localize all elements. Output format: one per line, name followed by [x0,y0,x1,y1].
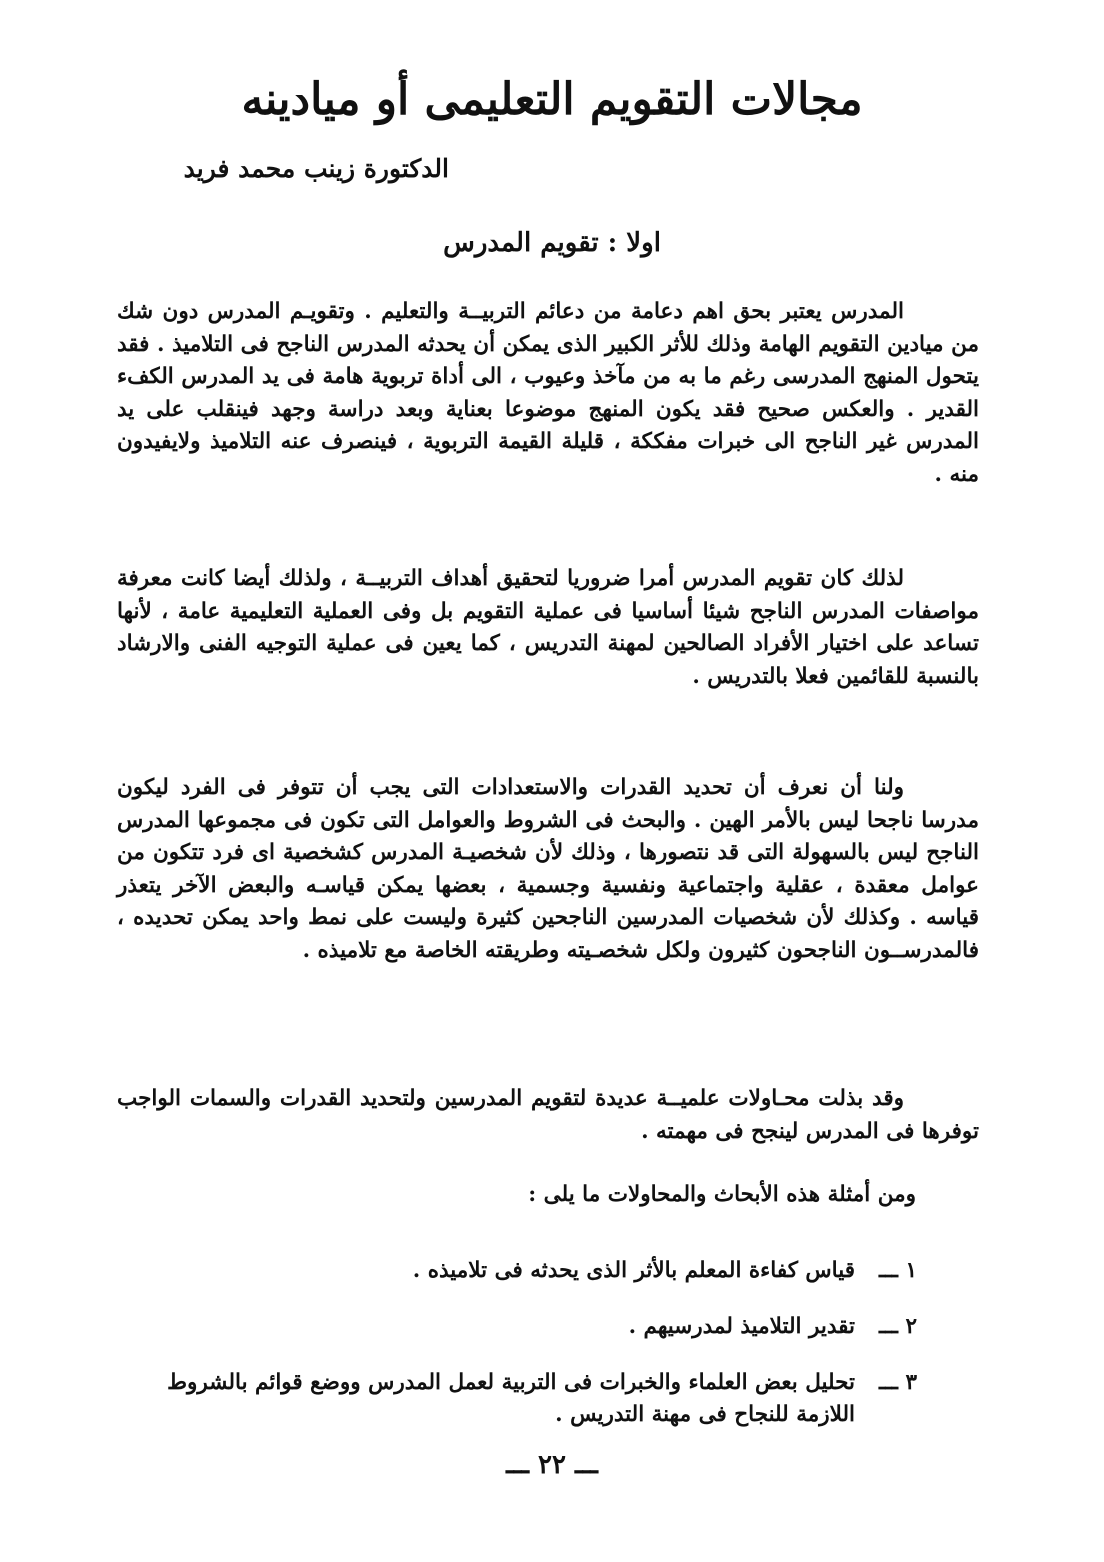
paragraph-text: لذلك كان تقويم المدرس أمرا ضروريا لتحقيق أهداف التربيــة ، ولذلك أيضا كانت معرفة مواصفات المدرس الناجح شيئا أساسيا فى عملية التقويم بل وفى العملية التعليمية عامة ، لأنها تساعد على اختيار الأفراد الصالحين لمهنة التدريس ، كما يعين فى عملية التوجيه الفنى والارشاد بالنسبة للقائمين فعلا بالتدريس . [117,566,979,689]
numbered-list [117,1255,917,1455]
section-heading: اولا : تقويم المدرس [443,228,661,258]
list-item-number: ٢ ـــ [879,1314,917,1339]
list-item [117,1367,917,1431]
paragraph-3 [117,772,979,968]
author-name: الدكتورة زينب محمد فريد [183,154,449,183]
list-item-text: تقدير التلاميذ لمدرسيهم . [628,1314,855,1339]
list-item-number: ٣ ـــ [879,1370,917,1395]
list-item-text: تحليل بعض العلماء والخبرات فى التربية لعمل المدرس ووضع قوائم بالشروط اللازمة للنجاح فى مهنة التدريس . [167,1370,855,1427]
list-item [117,1311,917,1343]
list-item [117,1255,917,1287]
paragraph-text: وقد بذلت محـاولات علميــة عديدة لتقويم المدرسين ولتحديد القدرات والسمات الواجب توفرها فى المدرس لينجح فى مهمته . [117,1086,979,1144]
list-item-text: قياس كفاءة المعلم بالأثر الذى يحدثه فى تلاميذه . [412,1258,855,1283]
paragraph-1 [117,296,979,492]
paragraph-4 [117,1083,979,1148]
paragraph-text: المدرس يعتبر بحق اهم دعامة من دعائم التربيــة والتعليم . وتقويـم المدرس دون شك من ميادين التقويم الهامة وذلك للأثر الكبير الذى يمكن أن يحدثه المدرس الناجح فى التلاميذ . فقد يتحول المنهج المدرسى رغم ما به من مآخذ وعيوب ، الى أداة تربوية هامة فى يد المدرس الكفء القدير . والعكس صحيح فقد يكون المنهج موضوعا بعناية وبعد دراسة وجهد فينقلب على يد المدرس غير الناجح الى خبرات مفككة ، قليلة القيمة التربوية ، فينصرف عنه التلاميذ ولايفيدون منه . [117,299,979,487]
list-intro: ومن أمثلة هذه الأبحاث والمحاولات ما يلى : [528,1182,916,1207]
page-title: مجالات التقويم التعليمى أو ميادينه [241,74,863,125]
list-item-number: ١ ـــ [879,1258,917,1283]
page-number: ـــ ٢٢ ـــ [506,1450,598,1480]
paragraph-text: ولنا أن نعرف أن تحديد القدرات والاستعدادات التى يجب أن تتوفر فى الفرد ليكون مدرسا ناجحا ليس بالأمر الهين . والبحث فى الشروط والعوامل التى تكون فى مجموعها المدرس الناجح ليس بالسهولة التى قد نتصورها ، وذلك لأن شخصيـة المدرس كشخصية اى فرد تتكون من عوامل معقدة ، عقلية واجتماعية ونفسية وجسمية ، بعضها يمكن قياسـه والبعض الآخر يتعذر قياسه . وكذلك لأن شخصيات المدرسين الناجحين كثيرة وليست على نمط واحد يمكن تحديده ، فالمدرســون الناجحون كثيرون ولكل شخصـيته وطريقته الخاصة مع تلاميذه . [117,775,979,963]
paragraph-2 [117,563,979,693]
